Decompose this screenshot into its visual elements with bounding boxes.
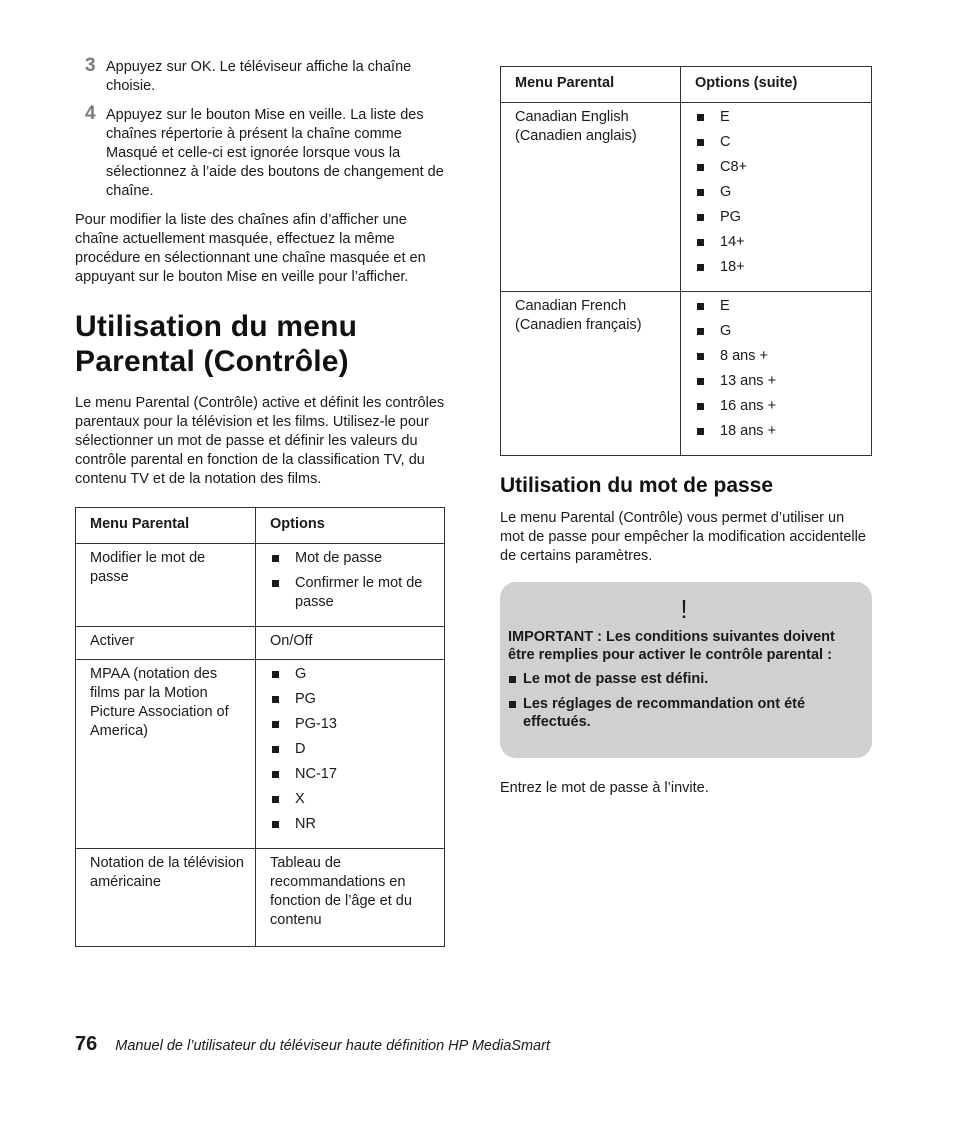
option-item: E [695,297,861,316]
option-item: 16 ans + [695,397,861,416]
option-item: D [270,740,434,759]
option-item: Mot de passe [270,549,434,568]
note-item: Les réglages de recommandation ont été effectués. [508,695,860,731]
subsection-title: Utilisation du mot de passe [500,474,774,497]
step-text: Appuyez sur le bouton Mise en veille. La liste des chaînes répertorie à présent la chaîne comme Masqué et celle-ci est ignorée lorsque vous la sélectionnez à l’aide des boutons de changement de chaîne. [106,107,444,199]
option-item: NR [270,815,434,834]
table-row [76,627,445,660]
table-header-row [501,67,872,103]
option-item: Confirmer le mot de passe [270,574,434,612]
option-item: 8 ans + [695,347,861,366]
table-row [76,849,445,947]
section-title-line1: Utilisation du menu [75,310,358,343]
table-row [501,292,872,456]
step-number: 3 [85,55,96,76]
option-item: 18 ans + [695,422,861,441]
header-options: Options (suite) [681,67,872,103]
options-list [695,108,861,277]
after-note-text: Entrez le mot de passe à l’invite. [500,780,709,796]
table-row [76,544,445,627]
intro-paragraph: Pour modifier la liste des chaînes afin d’afficher une chaîne actuellement masquée, effectuez la même procédure en sélectionnant une chaîne masquée et en appuyant sur le bouton Mise en veille pour l’afficher. [75,212,426,285]
subsection-paragraph: Le menu Parental (Contrôle) vous permet d’utiliser un mot de passe pour empêcher la modification accidentelle de certains paramètres. [500,510,866,564]
important-note [500,582,872,758]
option-item: NC-17 [270,765,434,784]
options-list [695,297,861,441]
step-3 [75,55,445,96]
note-text: IMPORTANT : Les conditions suivantes doivent être remplies pour activer le contrôle parental : [508,629,835,663]
left-column [75,55,445,947]
options-cell: On/Off [256,627,445,660]
exclamation-icon: ! [680,594,688,624]
menu-cell: Activer [76,627,256,660]
option-item: 18+ [695,258,861,277]
options-cell: Tableau de recommandations en fonction de l’âge et du contenu [256,849,445,947]
table-row [501,103,872,292]
option-item: G [270,665,434,684]
menu-cell: Canadian French (Canadien français) [501,292,681,456]
option-item: PG [270,690,434,709]
menu-cell: MPAA (notation des films par la Motion Picture Association of America) [76,660,256,849]
step-number: 4 [85,103,96,124]
option-item: G [695,183,861,202]
options-cell [681,292,872,456]
options-list [270,549,434,612]
options-cell [256,660,445,849]
section-title-line2: Parental (Contrôle) [75,345,349,378]
step-text: Appuyez sur OK. Le téléviseur affiche la chaîne choisie. [106,59,412,94]
option-item: X [270,790,434,809]
section-title [75,309,445,379]
header-menu: Menu Parental [501,67,681,103]
option-item: G [695,322,861,341]
parental-options-continued-table [500,66,872,456]
options-list [270,665,434,834]
page-footer [75,1033,550,1056]
option-item: E [695,108,861,127]
option-item: PG-13 [270,715,434,734]
parental-menu-table [75,507,445,947]
section-paragraph: Le menu Parental (Contrôle) active et définit les contrôles parentaux pour la télévision et les films. Utilisez-le pour sélectionner un mot de passe et définir les valeurs du contrôle parental en fonction de la classification TV, du contenu TV et de la notation des films. [75,395,445,487]
page-number: 76 [75,1033,98,1055]
footer-title: Manuel de l’utilisateur du téléviseur haute définition HP MediaSmart [115,1038,550,1054]
table-header-row [76,508,445,544]
option-item: 13 ans + [695,372,861,391]
note-list [508,670,860,731]
options-cell [256,544,445,627]
option-item: 14+ [695,233,861,252]
options-cell [681,103,872,292]
menu-cell: Canadian English (Canadien anglais) [501,103,681,292]
option-item: C [695,133,861,152]
menu-cell: Notation de la télévision américaine [76,849,256,947]
header-options: Options [256,508,445,544]
header-menu: Menu Parental [76,508,256,544]
table-row [76,660,445,849]
option-item: C8+ [695,158,861,177]
right-column [500,66,872,796]
note-item: Le mot de passe est défini. [508,670,860,688]
menu-cell: Modifier le mot de passe [76,544,256,627]
option-item: PG [695,208,861,227]
step-4 [75,103,445,201]
